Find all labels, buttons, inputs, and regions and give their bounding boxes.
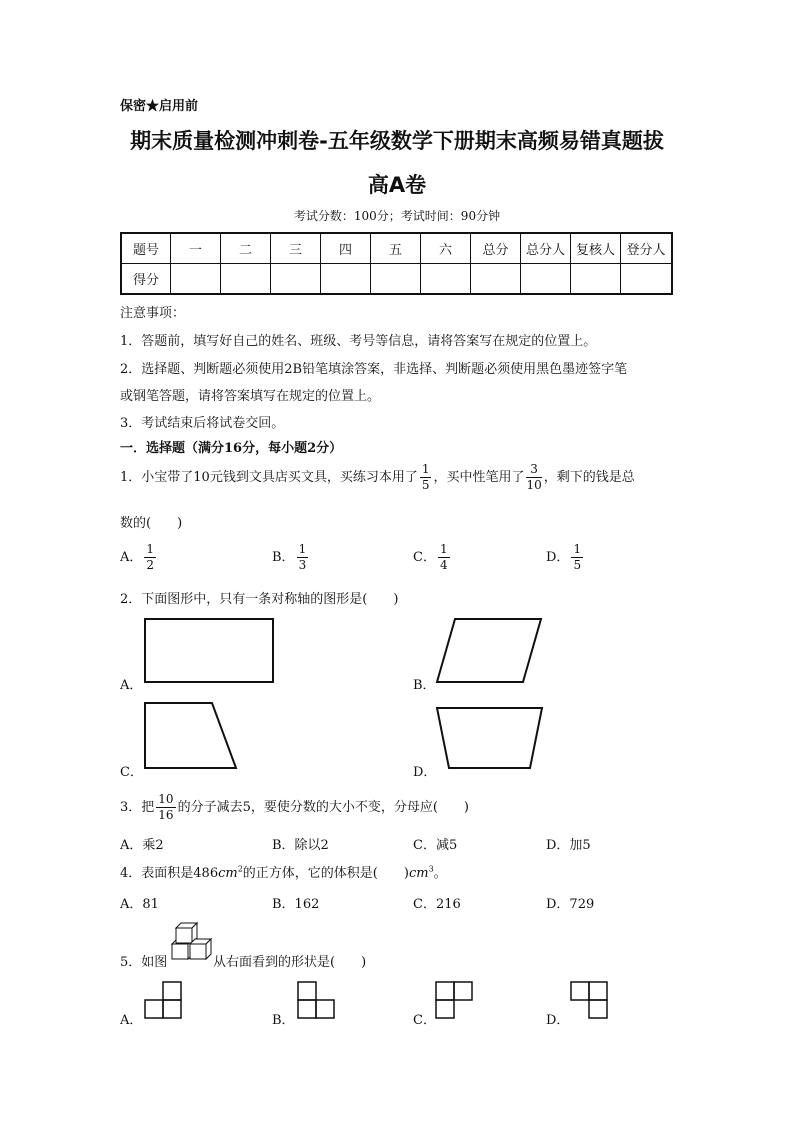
score-header-cell: 总分 xyxy=(471,233,521,264)
exam-title-line2: 高A卷 xyxy=(367,173,427,197)
q1-text: 1．小宝带了10元钱到文具店买文具，买练习本用了 xyxy=(120,470,418,485)
fraction-numerator: 1 xyxy=(298,542,307,556)
q5-option-d[interactable]: D． xyxy=(546,1013,570,1028)
view-c-shape xyxy=(436,982,472,1018)
score-header-cell: 三 xyxy=(271,233,321,264)
q4-option-d[interactable]: D．729 xyxy=(546,897,595,912)
question-2: 2．下面图形中，只有一条对称轴的图形是( ) xyxy=(120,592,399,607)
q1-line2: 数的( ) xyxy=(120,516,183,531)
score-header-cell: 六 xyxy=(421,233,471,264)
q3-text: 3．把 xyxy=(120,800,155,815)
secret-label: 保密★启用前 xyxy=(120,99,199,114)
q4-option-b[interactable]: B．162 xyxy=(272,897,320,912)
option-label: C． xyxy=(413,550,436,565)
option-label: A． xyxy=(120,550,143,565)
q2-option-d[interactable]: D． xyxy=(413,765,437,780)
q5-option-b[interactable]: B． xyxy=(272,1013,295,1028)
notes-heading: 注意事项： xyxy=(120,306,186,321)
note-item: 1．答题前，填写好自己的姓名、班级、考号等信息，请将答案写在规定的位置上。 xyxy=(120,334,597,349)
q3-option-c[interactable]: C．减5 xyxy=(413,838,458,853)
section-title: 一．选择题（满分16分，每小题2分） xyxy=(120,441,343,456)
fraction-numerator: 10 xyxy=(158,792,174,806)
note-item: 2．选择题、判断题必须使用2B铅笔填涂答案，非选择、判断题必须使用黑色墨迹签字笔 xyxy=(120,362,628,377)
q1-text: ，买中性笔用了 xyxy=(433,470,525,485)
unit-exponent: 2 xyxy=(237,864,243,874)
q4-text: 的正方体，它的体积是( ) xyxy=(242,866,409,881)
unit-cm: cm xyxy=(408,866,429,881)
q2-option-c[interactable]: C． xyxy=(120,765,143,780)
right-trapezoid-shape xyxy=(145,703,236,768)
score-header-cell: 登分人 xyxy=(621,233,673,264)
question-5-text: 从右面看到的形状是( ) xyxy=(213,955,367,970)
q4-text: 4．表面积是486 xyxy=(120,866,219,881)
question-4 xyxy=(120,862,447,881)
view-b-shape xyxy=(298,982,334,1018)
q4-option-c[interactable]: C．216 xyxy=(413,897,461,912)
fraction-denominator: 4 xyxy=(439,558,448,572)
note-item: 或钢笔答题，请将答案填写在规定的位置上。 xyxy=(120,389,381,404)
q2-option-a[interactable]: A． xyxy=(120,678,143,693)
q1-text: ，剩下的钱是总 xyxy=(543,470,635,485)
q3-fraction xyxy=(156,792,175,823)
parallelogram-shape xyxy=(437,619,541,682)
score-row-label: 得分 xyxy=(121,264,171,295)
fraction-numerator: 3 xyxy=(526,462,541,478)
score-header-cell: 总分人 xyxy=(521,233,571,264)
note-item: 3．考试结束后将试卷交回。 xyxy=(120,416,285,431)
q3-option-a[interactable]: A．乘2 xyxy=(120,838,164,853)
score-header-cell: 复核人 xyxy=(571,233,621,264)
unit-cm: cm xyxy=(218,866,238,881)
fraction-denominator: 16 xyxy=(158,808,174,822)
cube-stack-figure xyxy=(172,923,211,959)
score-header-cell: 五 xyxy=(371,233,421,264)
exam-title-line1: 期末质量检测冲刺卷-五年级数学下册期末高频易错真题拔 xyxy=(130,129,664,153)
unit-exponent: 3 xyxy=(428,864,434,874)
view-a-shape xyxy=(145,982,181,1018)
option-label: D． xyxy=(546,550,570,565)
q2-option-b[interactable]: B． xyxy=(413,678,436,693)
q3-text: 的分子减去5，要使分数的大小不变，分母应( ) xyxy=(177,800,469,815)
question-3 xyxy=(120,792,469,823)
fraction-denominator: 10 xyxy=(526,478,542,492)
option-label: B． xyxy=(272,550,295,565)
question-5-lead: 5．如图 xyxy=(120,955,168,970)
fraction-numerator: 1 xyxy=(573,542,582,556)
fraction-numerator: 1 xyxy=(421,462,430,476)
score-header-cell: 题号 xyxy=(121,233,171,264)
fraction-denominator: 5 xyxy=(573,558,582,572)
fraction-denominator: 5 xyxy=(421,478,430,492)
exam-info: 考试分数：100分；考试时间：90分钟 xyxy=(293,209,501,223)
fraction-numerator: 1 xyxy=(146,542,155,556)
q3-option-d[interactable]: D．加5 xyxy=(546,838,591,853)
score-header-cell: 二 xyxy=(221,233,271,264)
fraction-numerator: 1 xyxy=(439,542,448,556)
score-header-cell: 一 xyxy=(171,233,221,264)
rectangle-shape xyxy=(145,619,273,682)
q4-text: 。 xyxy=(433,866,447,881)
isosceles-trapezoid-shape xyxy=(437,708,542,768)
q3-option-b[interactable]: B．除以2 xyxy=(272,838,329,853)
q5-option-c[interactable]: C． xyxy=(413,1013,436,1028)
fraction-denominator: 3 xyxy=(298,558,307,572)
q5-option-a[interactable]: A． xyxy=(120,1013,143,1028)
fraction-denominator: 2 xyxy=(146,558,155,572)
q4-option-a[interactable]: A．81 xyxy=(120,897,159,912)
score-header-cell: 四 xyxy=(321,233,371,264)
view-d-shape xyxy=(571,982,607,1018)
